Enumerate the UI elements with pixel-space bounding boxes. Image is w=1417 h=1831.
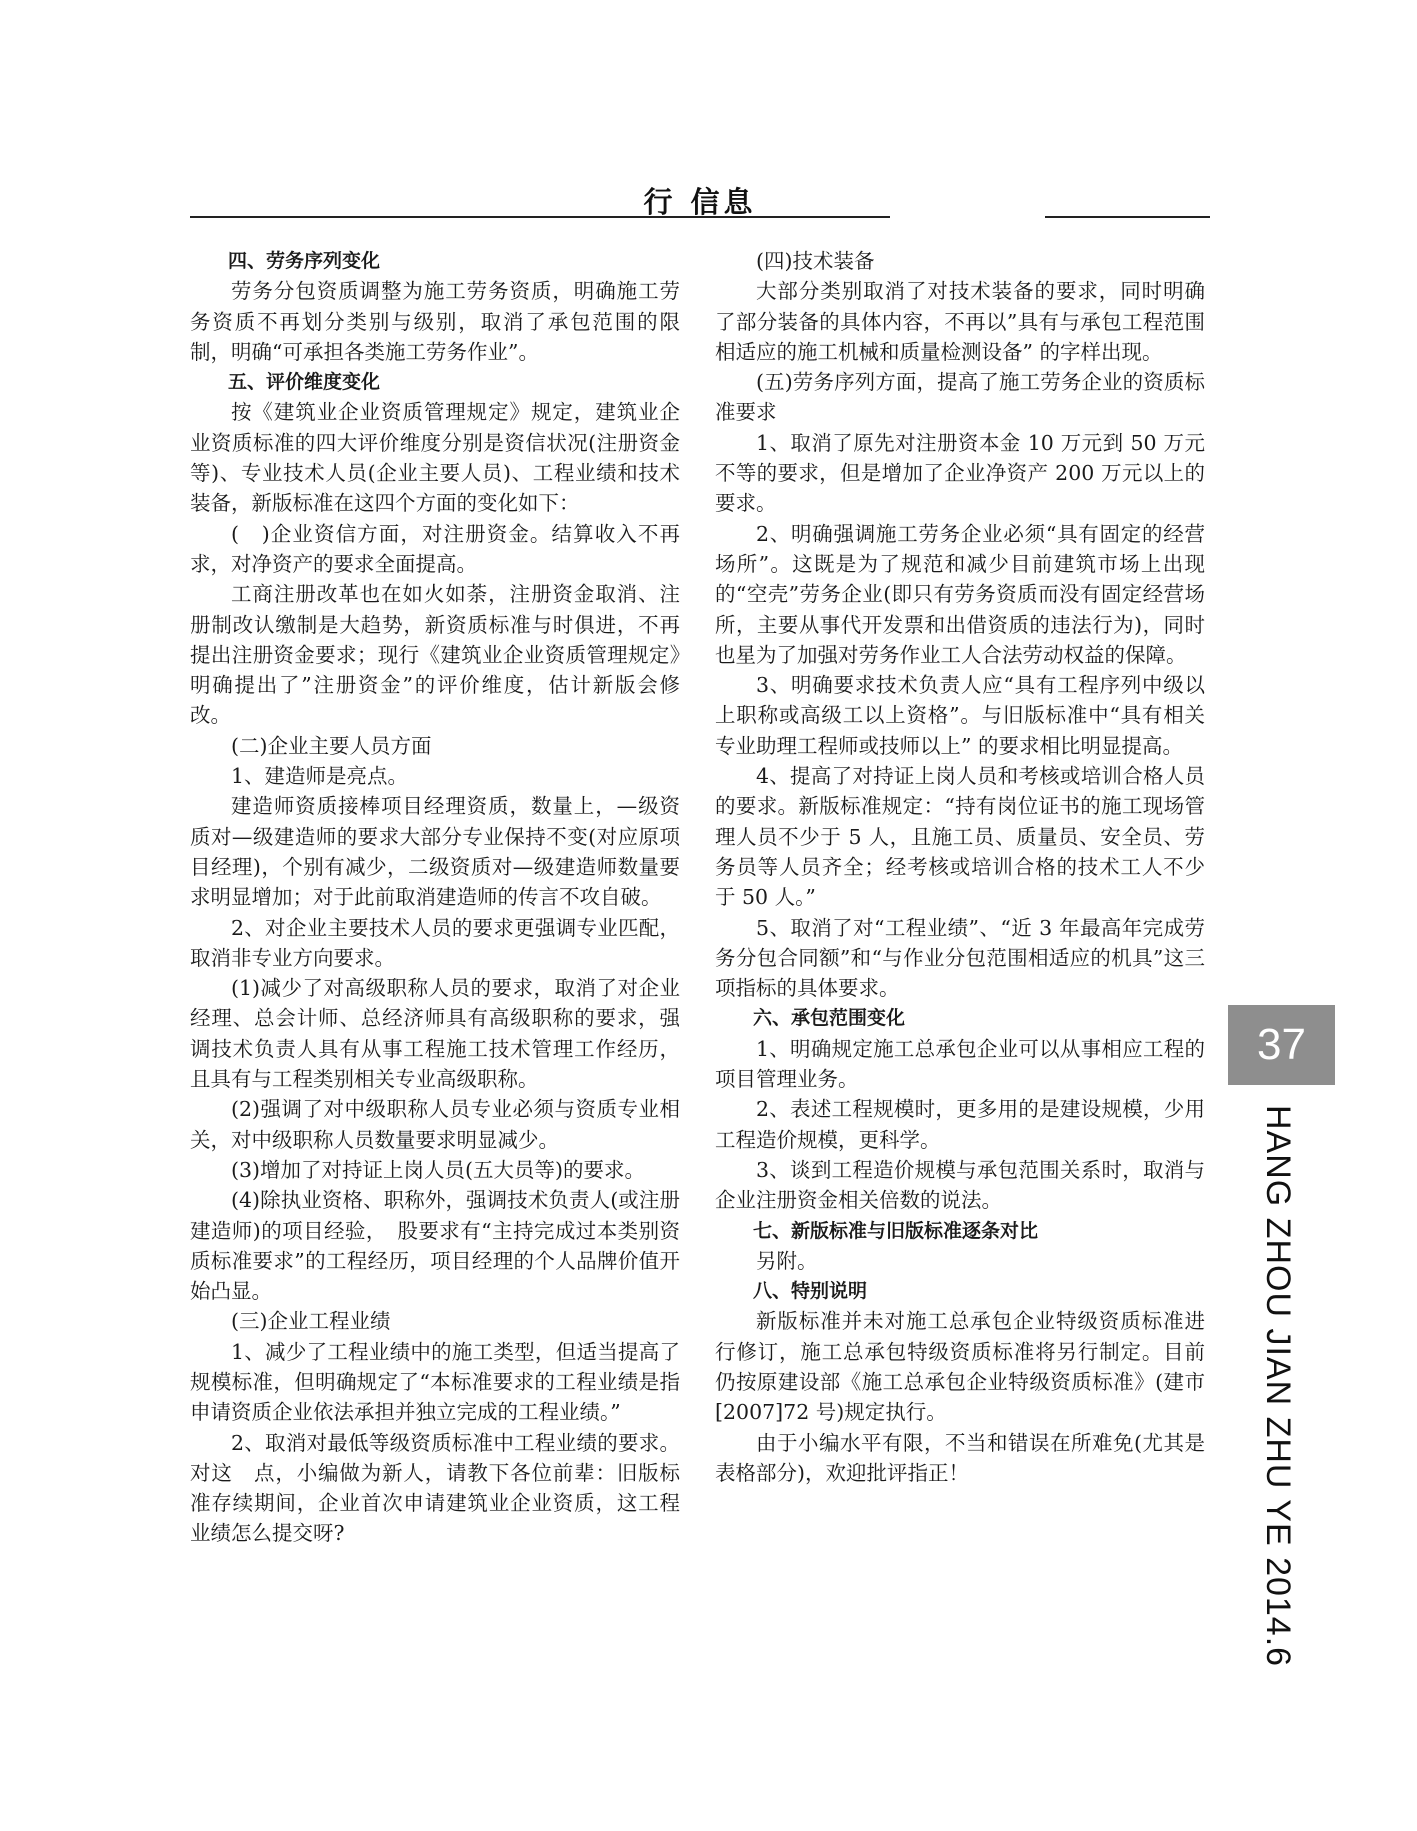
- paragraph: 3、谈到工程造价规模与承包范围关系时，取消与企业注册资金相关倍数的说法。: [715, 1157, 1205, 1213]
- paragraph: 新版标准并未对施工总承包企业特级资质标准进行修订，施工总承包特级资质标准将另行制定。目前仍按原建设部《施工总承包企业特级资质标准》(建市[2007]72 号)规定执行。: [715, 1309, 1205, 1425]
- paragraph: 2、表述工程规模时，更多用的是建设规模，少用工程造价规模，更科学。: [715, 1097, 1205, 1152]
- paragraph: (二)企业主要人员方面: [231, 733, 432, 758]
- paragraph: (三)企业工程业绩: [231, 1309, 391, 1334]
- paragraph: 1、明确规定施工总承包企业可以从事相应工程的项目管理业务。: [715, 1036, 1205, 1092]
- paragraph: 2、对企业主要技术人员的要求更强调专业匹配，取消非专业方向要求。: [190, 915, 680, 970]
- paragraph: 建造师资质接棒项目经理资质，数量上，—级资质对—级建造师的要求大部分专业保持不变(对应原项目经理)，个别有减少，二级资质对—级建造师数量要求明显增加；对于此前取消建造师的传言不攻自破。: [190, 794, 680, 910]
- left-column: [190, 246, 680, 1549]
- paragraph: (2)强调了对中级职称人员专业必须与资质专业相关，对中级职称人员数量要求明显减少。: [190, 1097, 680, 1152]
- paragraph: 大部分类别取消了对技术装备的要求，同时明确了部分装备的具体内容，不再以”具有与承包工程范围相适应的施工机械和质量检测设备” 的字样出现。: [715, 279, 1205, 364]
- paragraph: 由于小编水平有限，不当和错误在所难免(尤其是表格部分)，欢迎批评指正！: [715, 1430, 1205, 1485]
- paragraph: ( )企业资信方面，对注册资金。结算收入不再求，对净资产的要求全面提高。: [190, 521, 680, 576]
- paragraph: (1)减少了对高级职称人员的要求，取消了对企业经理、总会计师、总经济师具有高级职称的要求，强调技术负责人具有从事工程施工技术管理工作经历，且具有与工程类别相关专业高级职称。: [190, 976, 680, 1092]
- right-column: [715, 246, 1205, 1488]
- section-heading: 八、特别说明: [753, 1280, 868, 1303]
- paragraph: 1、建造师是亮点。: [231, 764, 409, 789]
- paragraph: 1、减少了工程业绩中的施工类型，但适当提高了规模标准，但明确规定了“本标准要求的工程业绩是指申请资质企业依法承担并独立完成的工程业绩。”: [190, 1339, 680, 1425]
- page-header: [190, 180, 1210, 220]
- page-number-badge: 37: [1228, 1005, 1335, 1085]
- section-heading: 六、承包范围变化: [753, 1007, 906, 1030]
- paragraph: 劳务分包资质调整为施工劳务资质，明确施工劳务资质不再划分类别与级别，取消了承包范围的限制，明确“可承担各类施工劳务作业”。: [190, 279, 680, 364]
- paragraph: 1、取消了原先对注册资本金 10 万元到 50 万元不等的要求，但是增加了企业净资产 200 万元以上的要求。: [715, 430, 1205, 516]
- header-rule-right: [1045, 216, 1210, 218]
- paragraph: 另附。: [756, 1248, 818, 1273]
- section-title: 行 信息: [643, 185, 757, 219]
- paragraph: 按《建筑业企业资质管理规定》规定，建筑业企业资质标准的四大评价维度分别是资信状况(注册资金等)、专业技术人员(企业主要人员)、工程业绩和技术装备，新版标准在这四个方面的变化如下：: [190, 400, 680, 516]
- paragraph: 2、明确强调施工劳务企业必须“具有固定的经营场所”。这既是为了规范和减少目前建筑市场上出现的“空壳”劳务企业(即只有劳务资质而没有固定经营场所，主要从事代开发票和出借资质的违法行为)，同时也星为了加强对劳务作业工人合法劳动权益的保障。: [715, 521, 1205, 667]
- paragraph: 5、取消了对“工程业绩”、“近 3 年最高年完成劳务分包合同额”和“与作业分包范围相适应的机具”这三项指标的具体要求。: [715, 915, 1205, 1001]
- paragraph: (4)除执业资格、职称外，强调技术负责人(或注册建造师)的项目经验， 股要求有“主持完成过本类别资质标准要求”的工程经历，项目经理的个人品牌价值开始凸显。: [190, 1188, 680, 1304]
- paragraph: (3)增加了对持证上岗人员(五大员等)的要求。: [231, 1157, 646, 1182]
- paragraph: 工商注册改革也在如火如荼，注册资金取消、注册制改认缴制是大趋势，新资质标准与时俱进，不再提出注册资金要求；现行《建筑业企业资质管理规定》明确提出了”注册资金”的评价维度，估计新版会修改。: [190, 582, 680, 728]
- section-heading: 七、新版标准与旧版标准逐条对比: [753, 1219, 1039, 1242]
- paragraph: 3、明确要求技术负责人应“具有工程序列中级以上职称或高级工以上资格”。与旧版标准中“具有相关专业助理工程师或技师以上” 的要求相比明显提高。: [715, 673, 1205, 758]
- paragraph: 2、取消对最低等级资质标准中工程业绩的要求。对这 点，小编做为新人，请教下各位前辈：旧版标准存续期间，企业首次申请建筑业企业资质，这工程业绩怎么提交呀?: [190, 1430, 680, 1546]
- section-heading: 五、评价维度变化: [228, 371, 381, 394]
- journal-name-vertical: HANG ZHOU JIAN ZHU YE 2014.6: [1259, 1105, 1297, 1668]
- section-heading: 四、劳务序列变化: [228, 250, 381, 272]
- paragraph: 4、提高了对持证上岗人员和考核或培训合格人员的要求。新版标准规定：“持有岗位证书的施工现场管理人员不少于 5 人，且施工员、质量员、安全员、劳务员等人员齐全；经考核或培训合格的技术工人不少于 50 人。”: [715, 764, 1205, 910]
- paragraph: (五)劳务序列方面，提高了施工劳务企业的资质标准要求: [715, 370, 1205, 425]
- paragraph: (四)技术装备: [756, 249, 875, 273]
